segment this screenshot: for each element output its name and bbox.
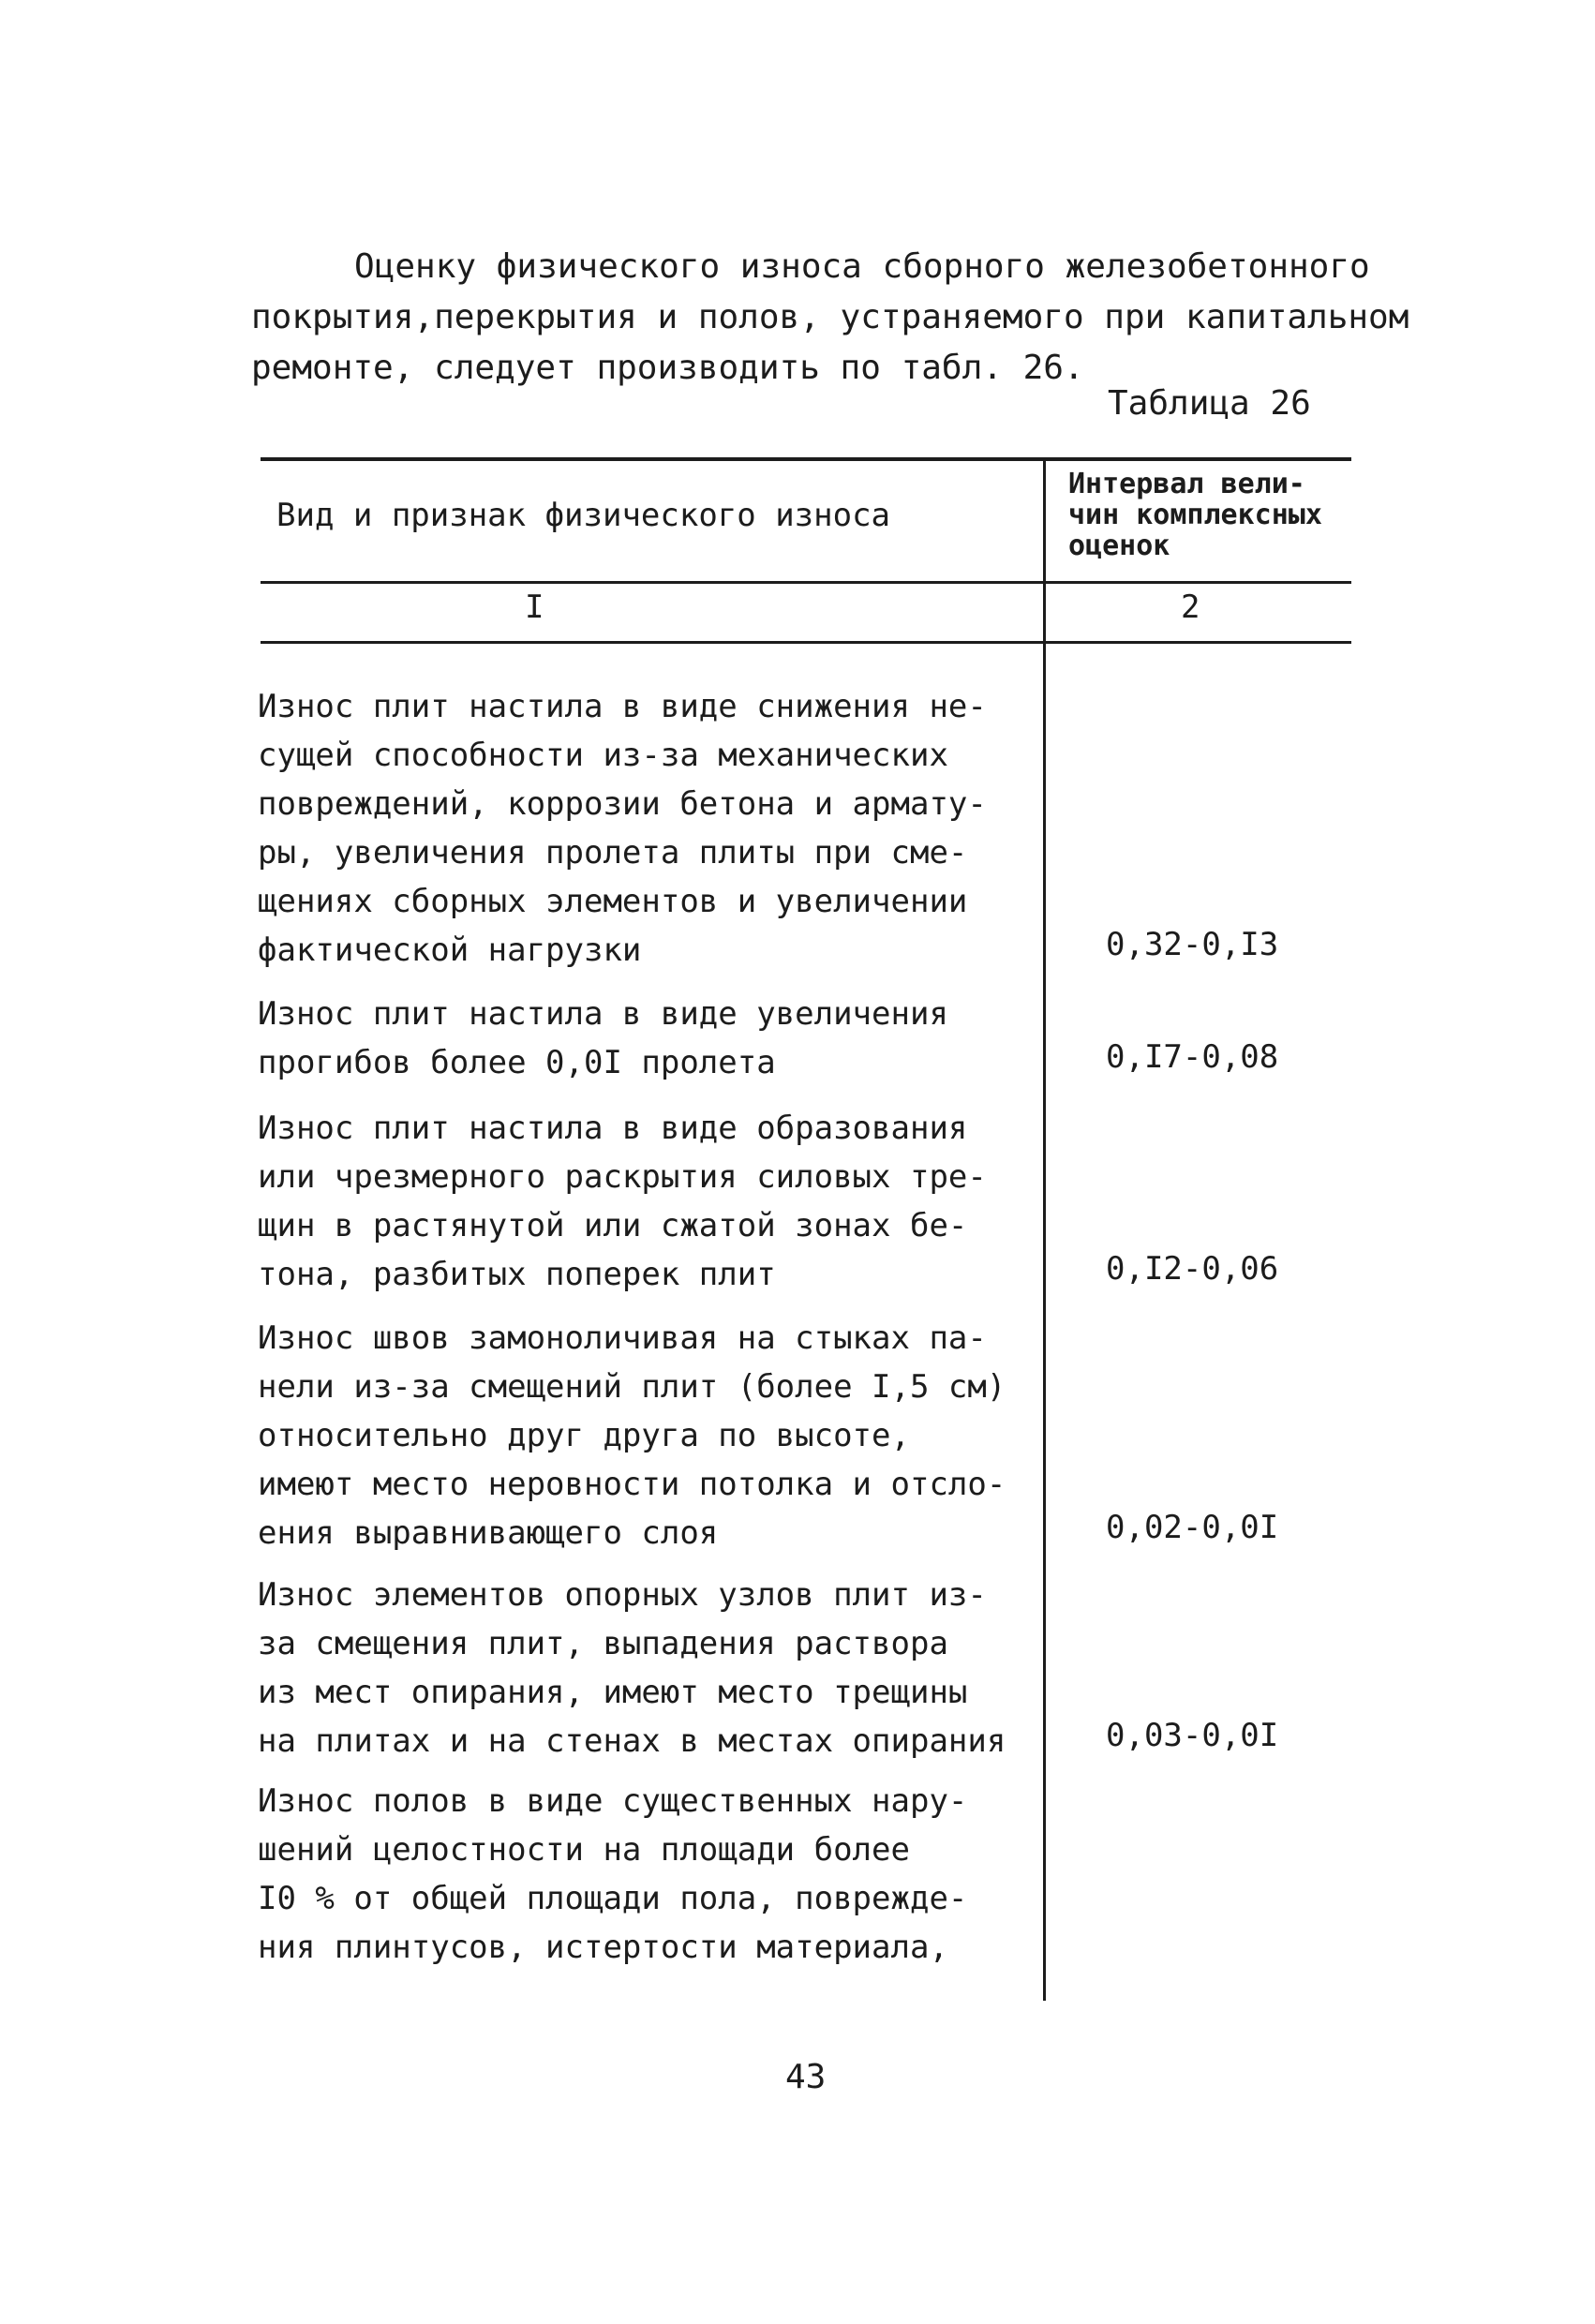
table-caption: Таблица 26 <box>1108 384 1311 423</box>
row-line: ения выравнивающего слоя <box>258 1514 719 1552</box>
row-line: фактической нагрузки <box>258 931 642 969</box>
row-line: щениях сборных элементов и увеличении <box>258 883 968 920</box>
table-row-description <box>258 1571 1026 1765</box>
row-line: щин в растянутой или сжатой зонах бе- <box>258 1207 968 1244</box>
column-divider <box>1043 459 1046 2001</box>
col-number-bottom-rule <box>261 641 1351 644</box>
row-line: Износ полов в виде существенных нару- <box>258 1782 968 1820</box>
header-col1: Вид и признак физического износа <box>276 497 891 534</box>
table-row-description <box>258 990 1026 1087</box>
row-line: повреждений, коррозии бетона и армату- <box>258 785 987 823</box>
table-row-value: 0,32-0,I3 <box>1106 926 1279 963</box>
table-row-description <box>258 1777 1026 1972</box>
column-number-1: I <box>525 588 544 626</box>
table-top-rule <box>261 457 1351 461</box>
intro-line: покрытия,перекрытия и полов, устраняемого при капитальном <box>251 298 1409 336</box>
intro-line: Оценку физического износа сборного железобетонного <box>354 247 1370 286</box>
table-row-value: 0,I7-0,08 <box>1106 1038 1279 1076</box>
header-bottom-rule <box>261 581 1351 584</box>
header-col2-line: Интервал вели- <box>1068 468 1305 500</box>
row-line: Износ элементов опорных узлов плит из- <box>258 1576 987 1614</box>
row-line: относительно друг друга по высоте, <box>258 1417 910 1454</box>
row-line: или чрезмерного раскрытия силовых тре- <box>258 1158 987 1196</box>
header-col2 <box>1068 469 1368 561</box>
row-line: Износ плит настила в виде образования <box>258 1110 968 1147</box>
row-line: за смещения плит, выпадения раствора <box>258 1625 948 1662</box>
column-number-2: 2 <box>1181 588 1200 626</box>
table-row-value: 0,02-0,0I <box>1106 1509 1279 1546</box>
row-line: Износ плит настила в виде увеличения <box>258 995 948 1033</box>
row-line: Износ плит настила в виде снижения не- <box>258 688 987 725</box>
table-row-description <box>258 682 1026 975</box>
header-col2-line: оценок <box>1068 529 1170 562</box>
row-line: ния плинтусов, истертости материала, <box>258 1929 948 1966</box>
row-line: I0 % от общей площади пола, поврежде- <box>258 1880 968 1917</box>
row-line: на плитах и на стенах в местах опирания <box>258 1722 1006 1760</box>
row-line: прогибов более 0,0I пролета <box>258 1044 776 1081</box>
page-number: 43 <box>785 2058 827 2096</box>
table-row-value: 0,03-0,0I <box>1106 1717 1279 1754</box>
row-line: Износ швов замоноличивая на стыках па- <box>258 1319 987 1357</box>
row-line: тона, разбитых поперек плит <box>258 1256 776 1293</box>
row-line: имеют место неровности потолка и отсло- <box>258 1466 1006 1503</box>
intro-line: ремонте, следует производить по табл. 26. <box>251 349 1084 387</box>
row-line: нели из-за смещений плит (более I,5 см) <box>258 1368 1006 1406</box>
row-line: ры, увеличения пролета плиты при сме- <box>258 834 968 872</box>
row-line: из мест опирания, имеют место трещины <box>258 1674 968 1711</box>
intro-paragraph <box>251 242 1409 394</box>
table-row-description <box>258 1104 1026 1299</box>
table-row-value: 0,I2-0,06 <box>1106 1250 1279 1288</box>
row-line: сущей способности из-за механических <box>258 737 948 774</box>
row-line: шений целостности на площади более <box>258 1831 910 1869</box>
header-col2-line: чин комплексных <box>1068 499 1322 531</box>
table-row-description <box>258 1314 1026 1557</box>
